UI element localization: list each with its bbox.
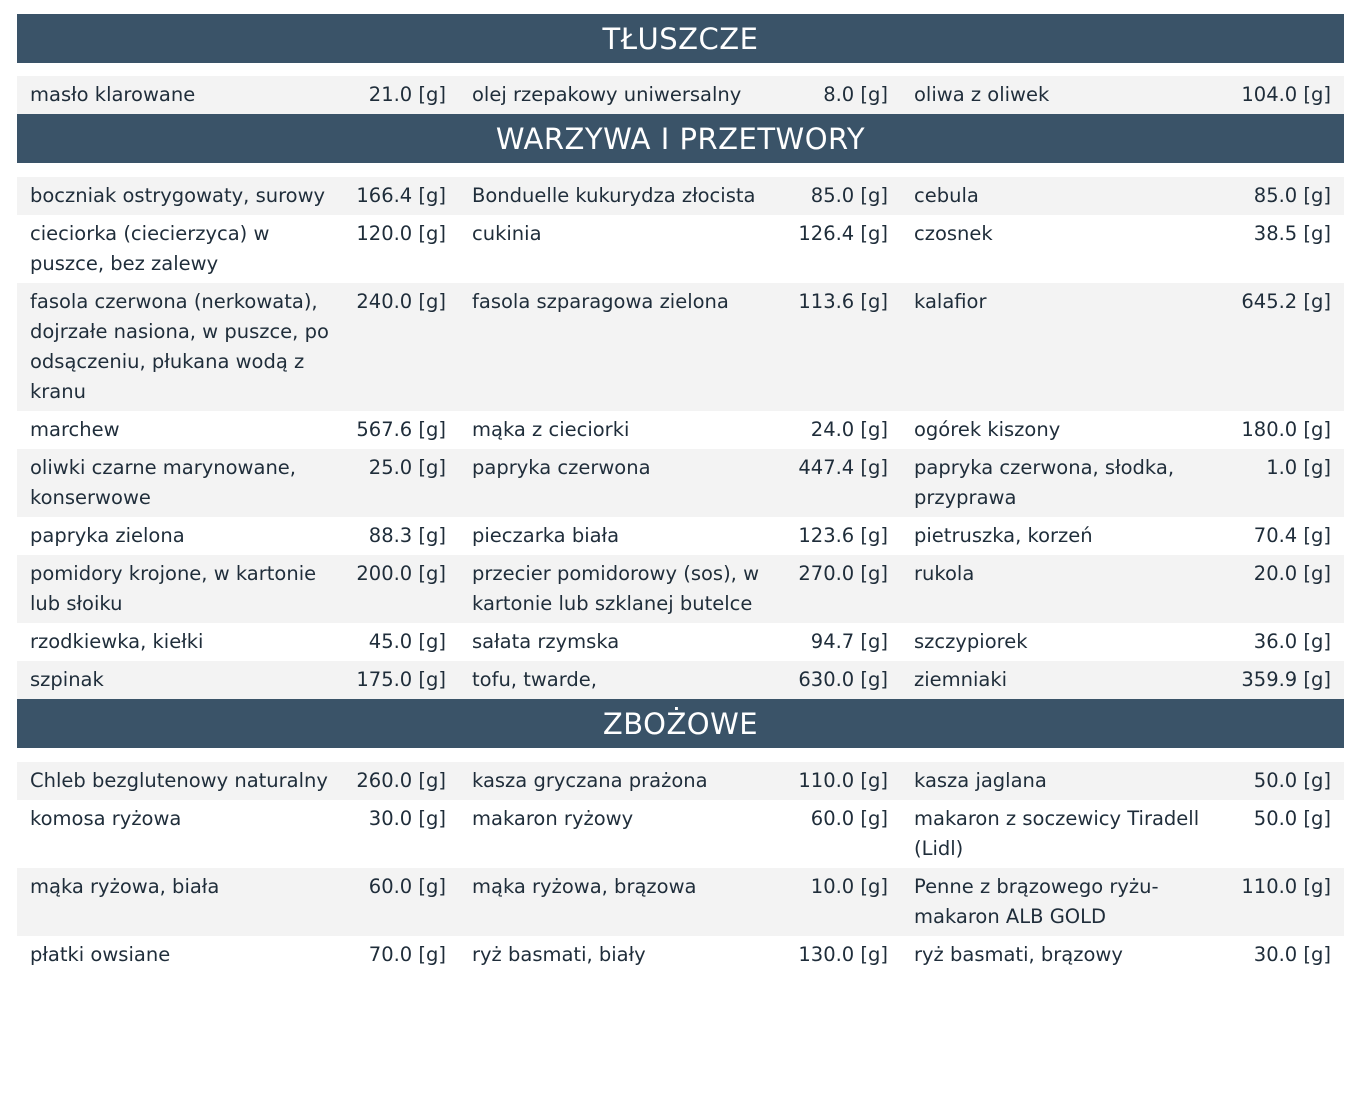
- item-quantity: 25.0 [g]: [368, 456, 446, 479]
- item-name: tofu, twarde,: [472, 668, 597, 691]
- list-item: [459, 661, 901, 699]
- item-name: Bonduelle kukurydza złocista: [472, 184, 756, 207]
- item-name: kasza gryczana prażona: [472, 769, 708, 792]
- list-item: [17, 800, 459, 868]
- items-grid: [17, 177, 1344, 699]
- list-item: [459, 76, 901, 114]
- item-quantity: 240.0 [g]: [356, 290, 446, 313]
- item-quantity: 45.0 [g]: [368, 630, 446, 653]
- item-quantity: 60.0 [g]: [810, 807, 888, 830]
- item-quantity: 120.0 [g]: [356, 222, 446, 245]
- list-item: [459, 411, 901, 449]
- item-quantity: 10.0 [g]: [810, 875, 888, 898]
- item-name: kalafior: [914, 290, 987, 313]
- item-name: komosa ryżowa: [30, 807, 182, 830]
- section-header: ZBOŻOWE: [17, 699, 1344, 748]
- list-item: [17, 555, 459, 623]
- sections-container: [17, 14, 1344, 974]
- list-item: [901, 661, 1344, 699]
- item-name: sałata rzymska: [472, 630, 620, 653]
- item-quantity: 88.3 [g]: [368, 524, 446, 547]
- section-header: TŁUSZCZE: [17, 14, 1344, 63]
- item-quantity: 110.0 [g]: [798, 769, 888, 792]
- item-quantity: 70.4 [g]: [1253, 524, 1331, 547]
- item-quantity: 70.0 [g]: [368, 943, 446, 966]
- list-item: [17, 623, 459, 661]
- item-name: mąka ryżowa, biała: [30, 875, 220, 898]
- list-item: [901, 800, 1344, 868]
- list-item: [901, 177, 1344, 215]
- item-name: czosnek: [914, 222, 993, 245]
- item-name: masło klarowane: [30, 83, 196, 106]
- item-quantity: 270.0 [g]: [798, 562, 888, 585]
- item-quantity: 113.6 [g]: [798, 290, 888, 313]
- item-quantity: 180.0 [g]: [1241, 418, 1331, 441]
- item-name: makaron ryżowy: [472, 807, 634, 830]
- item-name: boczniak ostrygowaty, surowy: [30, 184, 326, 207]
- list-item: [901, 623, 1344, 661]
- list-item: [459, 868, 901, 936]
- list-item: [901, 555, 1344, 623]
- item-quantity: 175.0 [g]: [356, 668, 446, 691]
- item-quantity: 126.4 [g]: [798, 222, 888, 245]
- item-quantity: 630.0 [g]: [798, 668, 888, 691]
- item-name: marchew: [30, 418, 120, 441]
- list-item: [17, 868, 459, 936]
- item-name: rukola: [914, 562, 975, 585]
- list-item: [17, 177, 459, 215]
- list-item: [17, 661, 459, 699]
- list-item: [901, 449, 1344, 517]
- list-item: [901, 762, 1344, 800]
- item-quantity: 85.0 [g]: [810, 184, 888, 207]
- items-grid: [17, 76, 1344, 114]
- item-name: papryka zielona: [30, 524, 185, 547]
- section-body: [17, 63, 1344, 114]
- item-name: przecier pomidorowy (sos), w kartonie lub szklanej butelce: [472, 562, 760, 615]
- list-item: [901, 411, 1344, 449]
- item-name: pietruszka, korzeń: [914, 524, 1093, 547]
- list-item: [901, 215, 1344, 283]
- list-item: [901, 868, 1344, 936]
- section-header: WARZYWA I PRZETWORY: [17, 114, 1344, 163]
- section-body: [17, 748, 1344, 974]
- list-item: [17, 517, 459, 555]
- list-item: [901, 936, 1344, 974]
- list-item: [17, 411, 459, 449]
- item-quantity: 94.7 [g]: [810, 630, 888, 653]
- item-quantity: 1.0 [g]: [1266, 456, 1331, 479]
- list-item: [17, 215, 459, 283]
- item-name: oliwa z oliwek: [914, 83, 1050, 106]
- item-quantity: 36.0 [g]: [1253, 630, 1331, 653]
- item-name: mąka ryżowa, brązowa: [472, 875, 697, 898]
- item-quantity: 130.0 [g]: [798, 943, 888, 966]
- item-name: ryż basmati, brązowy: [914, 943, 1123, 966]
- item-quantity: 38.5 [g]: [1253, 222, 1331, 245]
- list-item: [17, 762, 459, 800]
- item-name: cieciorka (ciecierzyca) w puszce, bez zalewy: [30, 222, 270, 275]
- item-name: pieczarka biała: [472, 524, 620, 547]
- item-quantity: 30.0 [g]: [368, 807, 446, 830]
- item-name: makaron z soczewicy Tiradell (Lidl): [914, 807, 1200, 860]
- item-quantity: 21.0 [g]: [368, 83, 446, 106]
- list-item: [459, 517, 901, 555]
- item-quantity: 645.2 [g]: [1241, 290, 1331, 313]
- item-quantity: 50.0 [g]: [1253, 769, 1331, 792]
- item-name: szpinak: [30, 668, 104, 691]
- list-item: [459, 283, 901, 411]
- list-item: [459, 215, 901, 283]
- item-name: oliwki czarne marynowane, konserwowe: [30, 456, 297, 509]
- item-name: pomidory krojone, w kartonie lub słoiku: [30, 562, 317, 615]
- item-quantity: 200.0 [g]: [356, 562, 446, 585]
- item-name: ogórek kiszony: [914, 418, 1061, 441]
- items-grid: [17, 762, 1344, 974]
- item-name: papryka czerwona: [472, 456, 651, 479]
- item-quantity: 260.0 [g]: [356, 769, 446, 792]
- item-quantity: 24.0 [g]: [810, 418, 888, 441]
- section-body: [17, 163, 1344, 699]
- item-name: cebula: [914, 184, 979, 207]
- item-quantity: 60.0 [g]: [368, 875, 446, 898]
- item-quantity: 359.9 [g]: [1241, 668, 1331, 691]
- item-name: cukinia: [472, 222, 542, 245]
- list-item: [901, 283, 1344, 411]
- item-quantity: 123.6 [g]: [798, 524, 888, 547]
- item-quantity: 20.0 [g]: [1253, 562, 1331, 585]
- item-name: szczypiorek: [914, 630, 1028, 653]
- item-name: fasola szparagowa zielona: [472, 290, 729, 313]
- item-name: płatki owsiane: [30, 943, 171, 966]
- item-name: olej rzepakowy uniwersalny: [472, 83, 742, 106]
- item-quantity: 8.0 [g]: [823, 83, 888, 106]
- item-name: papryka czerwona, słodka, przyprawa: [914, 456, 1175, 509]
- list-item: [17, 936, 459, 974]
- list-item: [901, 517, 1344, 555]
- item-name: Chleb bezglutenowy naturalny: [30, 769, 328, 792]
- list-item: [459, 936, 901, 974]
- item-quantity: 30.0 [g]: [1253, 943, 1331, 966]
- list-item: [459, 623, 901, 661]
- list-item: [459, 762, 901, 800]
- list-item: [17, 76, 459, 114]
- list-item: [901, 76, 1344, 114]
- item-name: fasola czerwona (nerkowata), dojrzałe nasiona, w puszce, po odsączeniu, płukana wodą z kranu: [30, 290, 329, 403]
- list-item: [459, 800, 901, 868]
- list-item: [459, 449, 901, 517]
- item-name: ryż basmati, biały: [472, 943, 646, 966]
- item-quantity: 567.6 [g]: [356, 418, 446, 441]
- item-name: ziemniaki: [914, 668, 1008, 691]
- list-item: [17, 449, 459, 517]
- list-item: [17, 283, 459, 411]
- item-quantity: 85.0 [g]: [1253, 184, 1331, 207]
- item-quantity: 110.0 [g]: [1241, 875, 1331, 898]
- item-name: kasza jaglana: [914, 769, 1047, 792]
- item-quantity: 104.0 [g]: [1241, 83, 1331, 106]
- item-name: mąka z cieciorki: [472, 418, 630, 441]
- item-quantity: 166.4 [g]: [356, 184, 446, 207]
- item-quantity: 447.4 [g]: [798, 456, 888, 479]
- list-item: [459, 177, 901, 215]
- item-name: rzodkiewka, kiełki: [30, 630, 204, 653]
- item-name: Penne z brązowego ryżu- makaron ALB GOLD: [914, 875, 1159, 928]
- list-item: [459, 555, 901, 623]
- item-quantity: 50.0 [g]: [1253, 807, 1331, 830]
